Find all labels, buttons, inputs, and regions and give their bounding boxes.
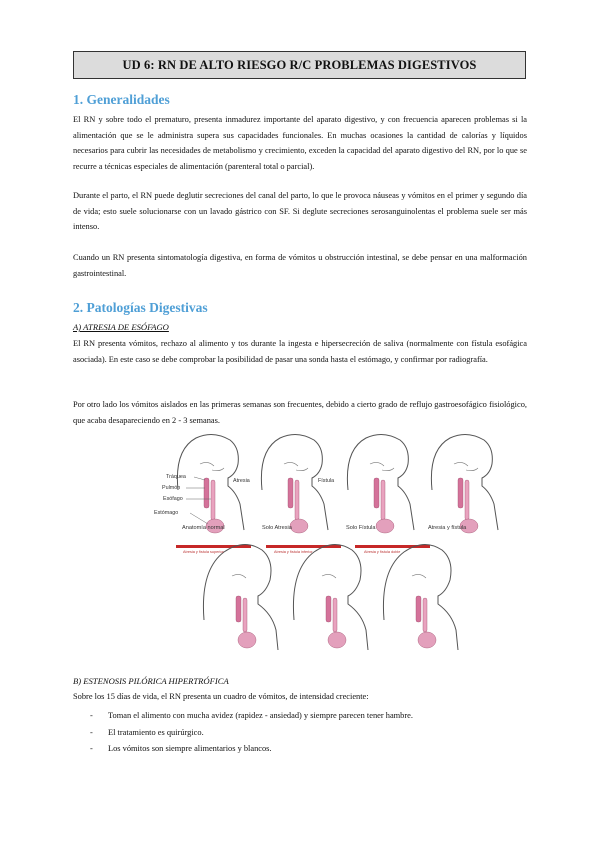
infant-diagram-bottom-3 (383, 544, 458, 650)
figure-caption-atresia-fistula: Atresia y fístula (428, 525, 467, 531)
list-item: - Los vómitos son siempre alimentarios y blancos. (90, 741, 413, 758)
paragraph-estenosis-1: Sobre los 15 días de vida, el RN presenta un cuadro de vómitos, de intensidad creciente: (73, 692, 369, 701)
figure-label-pulmon: Pulmón (162, 485, 181, 491)
figure-bottom-title-3: Atresia y fístula doble (364, 550, 401, 554)
figure-label-fistula: Fístula (318, 478, 335, 484)
paragraph-generalidades-3: Cuando un RN presenta sintomatología digestiva, en forma de vómitos u obstrucción intestinal, se debe pensar en una malformación gastrointestinal. (73, 253, 527, 278)
figure-caption-normal: Anatomía normal (182, 525, 225, 531)
paragraph-generalidades-2: Durante el parto, el RN puede deglutir secreciones del canal del parto, lo que le provoca náuseas y vómitos en el primer y segundo día de vida; esto suele solucionarse con un lavado gástrico con SF. Si deglute secreciones serosanguinolentas el problema suele ser más intenso. (73, 191, 527, 232)
list-item: - Toman el alimento con mucha avidez (rapidez - ansiedad) y siempre parecen tener hambre. (90, 708, 413, 725)
figure-bottom-title-1: Atresia y fístula superior (183, 550, 224, 554)
paragraph-atresia-2: Por otro lado los vómitos aislados en las primeras semanas son frecuentes, debido a cierto grado de reflujo gastroesofágico fisiológico, que acaba desapareciendo en 2 - 3 semanas. (73, 400, 527, 425)
infant-diagram-bottom-2 (293, 544, 368, 650)
figure-label-atresia: Atresia (233, 478, 250, 484)
estenosis-symptom-list (90, 708, 413, 758)
figure-label-esofago: Esófago (163, 496, 183, 502)
document-title: UD 6: RN DE ALTO RIESGO R/C PROBLEMAS DIGESTIVOS (73, 51, 526, 79)
paragraph-generalidades-1: El RN y sobre todo el prematuro, presenta inmadurez importante del aparato digestivo, y con frecuencia aparecen problemas si la alimentación que se le administra supera sus capacidades funcionales. En muchas ocasiones la cantidad de calorías y líquidos necesarios para cubrir las necesidades de metabolismo y crecimiento, exceden la capacidad del aparato digestivo del RN, por lo que se recurre a técnicas especiales de alimentación (parenteral total o parcial). (73, 115, 527, 171)
section-heading-patologias: 2. Patologías Digestivas (73, 300, 208, 315)
infant-diagram-fistula (347, 434, 414, 533)
subheading-estenosis: B) ESTENOSIS PILÓRICA HIPERTRÓFICA (73, 676, 229, 686)
subheading-atresia: A) ATRESIA DE ESÓFAGO (73, 322, 169, 332)
section-heading-generalidades: 1. Generalidades (73, 92, 170, 107)
figure-bottom-title-2: Atresia y fístula inferior (274, 550, 313, 554)
list-item: - El tratamiento es quirúrgico. (90, 725, 413, 742)
figure-label-traquea: Tráquea (166, 474, 186, 480)
figure-caption-atresia: Solo Atresia (262, 525, 292, 531)
infant-diagram-atresia-fistula (431, 434, 498, 533)
figure-label-estomago: Estómago (154, 510, 179, 516)
figure-caption-fistula: Solo Fístula (346, 525, 376, 531)
paragraph-atresia-1: El RN presenta vómitos, rechazo al alimento y tos durante la ingesta e hipersecreción de saliva (normalmente con fístula esofágica asociada). En este caso se debe comprobar la posibilidad de pasar una sonda hasta el estómago, y confirmar por radiografía. (73, 339, 527, 364)
infant-diagram-bottom-1 (203, 544, 278, 650)
